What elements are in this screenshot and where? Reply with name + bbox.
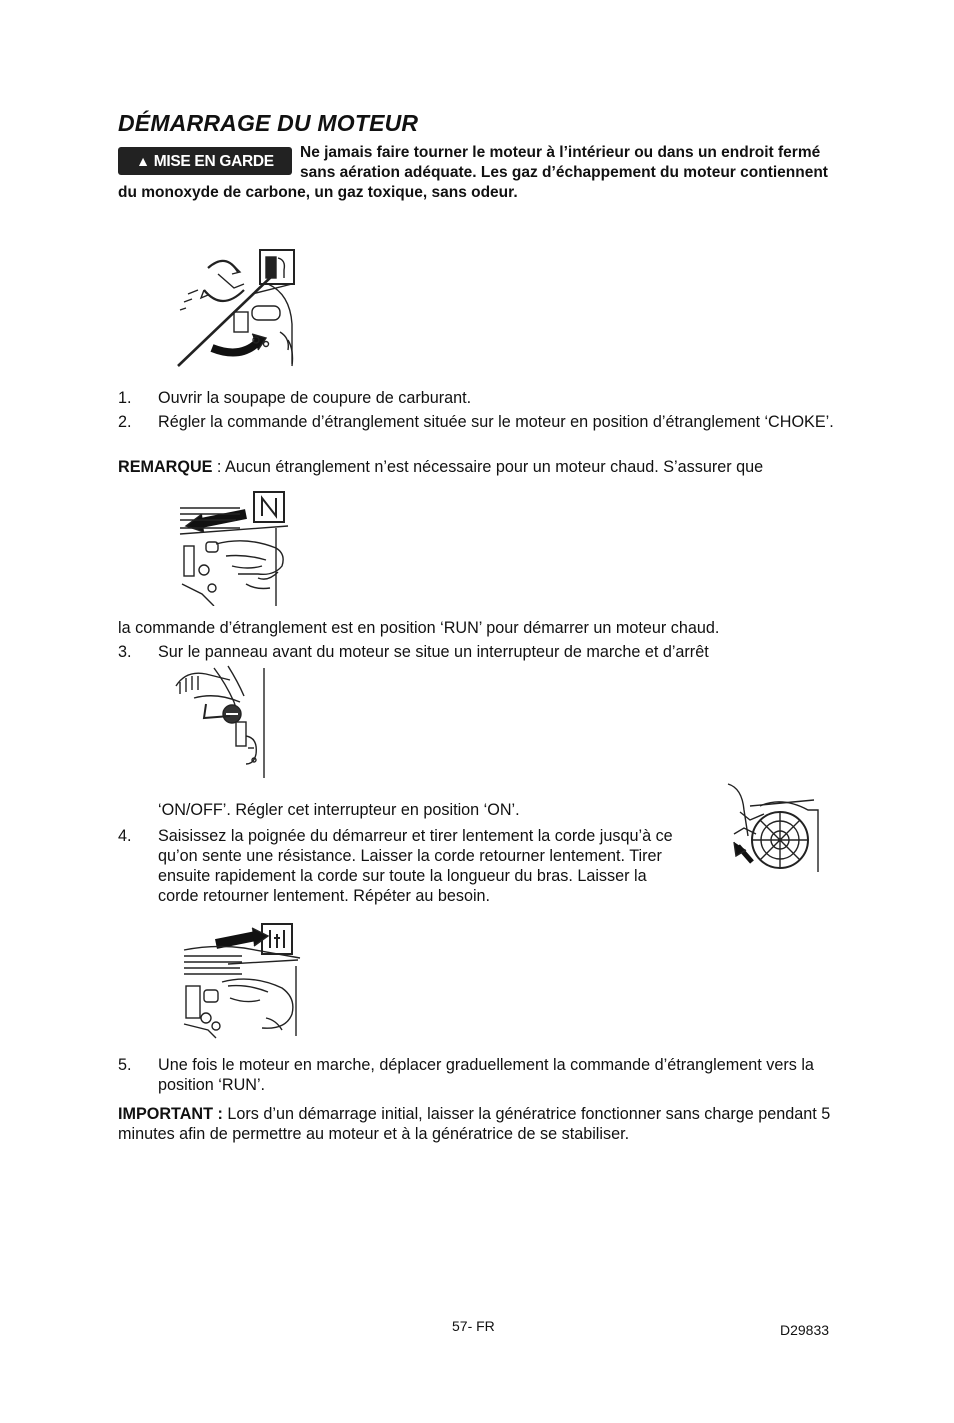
remarque-paragraph [118, 457, 838, 477]
recoil-starter-illustration [722, 782, 822, 874]
important-label: IMPORTANT : [118, 1105, 223, 1123]
choke-run-illustration [182, 920, 302, 1040]
step-number: 4. [118, 827, 132, 845]
section-title: DÉMARRAGE DU MOTEUR [118, 110, 419, 136]
step-text: Saisissez la poignée du démarreur et tirer lentement la corde jusqu’à ce qu’on sente une résistance. Laisser la corde retourner lentement. Tirer ensuite rapidement la corde sur toute la longueur du bras. Laisser la corde retourner lentement. Répéter au besoin. [158, 827, 673, 905]
step-number: 2. [118, 413, 132, 431]
remarque-label: REMARQUE [118, 458, 213, 476]
step-text: Régler la commande d’étranglement située sur le moteur en position d’étranglement ‘CHOKE’. [158, 413, 834, 431]
warning-paragraph [118, 143, 830, 203]
important-text: Lors d’un démarrage initial, laisser la génératrice fonctionner sans charge pendant 5 minutes afin de permettre au moteur et à la génératrice de se stabiliser. [118, 1105, 831, 1143]
warning-triangle-icon: ▲ [136, 153, 150, 169]
remarque-text: : Aucun étranglement n’est nécessaire pour un moteur chaud. S’assurer que [212, 458, 764, 476]
page-number: 57- FR [452, 1318, 495, 1334]
step-text: Une fois le moteur en marche, déplacer graduellement la commande d’étranglement vers la position ‘RUN’. [158, 1056, 814, 1094]
step-text: Ouvrir la soupape de coupure de carburant. [158, 389, 472, 407]
choke-lever-illustration [176, 488, 292, 606]
remarque-text-cont: la commande d’étranglement est en position ‘RUN’ pour démarrer un moteur chaud. [118, 619, 720, 637]
fuel-valve-illustration [168, 244, 302, 368]
step-number: 5. [118, 1056, 132, 1074]
important-paragraph [118, 1104, 838, 1144]
step-text-cont: ‘ON/OFF’. Régler cet interrupteur en position ‘ON’. [158, 801, 520, 819]
document-code: D29833 [780, 1322, 830, 1338]
step-text: Sur le panneau avant du moteur se situe un interrupteur de marche et d’arrêt [158, 643, 709, 661]
warning-text: Ne jamais faire tourner le moteur à l’intérieur ou dans un endroit fermé sans aération adéquate. Les gaz d’échappement du moteur contiennent du monoxyde de carbone, un gaz toxique, sans odeur. [118, 144, 828, 201]
engine-switch-illustration [174, 664, 270, 782]
step-number: 1. [118, 389, 132, 407]
warning-badge-label: MISE EN GARDE [153, 153, 274, 170]
step-number: 3. [118, 643, 132, 661]
